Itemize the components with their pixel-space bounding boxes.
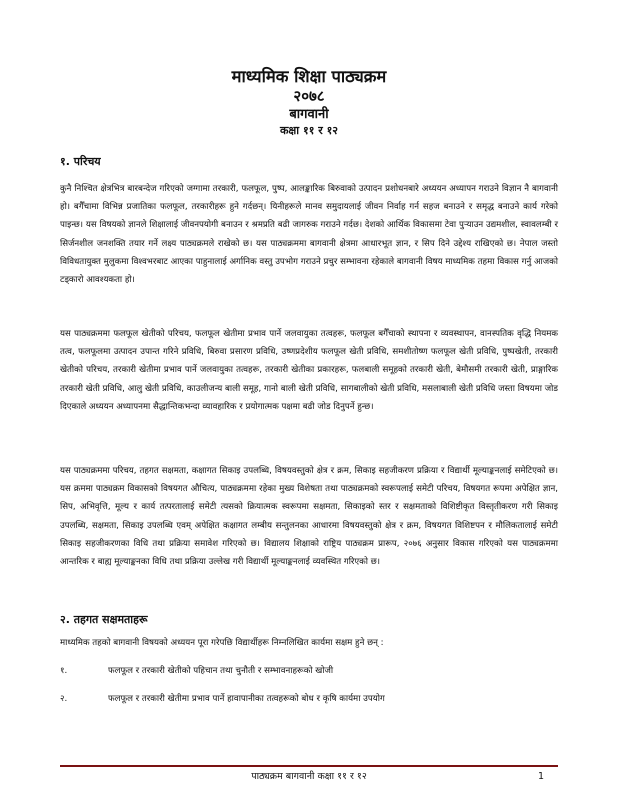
competency-number: १. (60, 666, 68, 676)
footer-title: पाठ्यक्रम बागवानी कक्षा ११ र १२ (251, 771, 367, 782)
page-number: 1 (538, 771, 545, 782)
section-heading-competencies: २. तहगत सक्षमताहरू (60, 613, 148, 626)
competency-text: फलफूल र तरकारी खेतीमा प्रभाव पार्ने हावापानीका तत्वहरूको बोध र कृषि कार्यमा उपयोग (108, 694, 385, 704)
document-title: माध्यमिक शिक्षा पाठ्यक्रम (231, 67, 387, 86)
footer-divider (60, 765, 558, 767)
competencies-intro-text: माध्यमिक तहको बागवानी विषयको अध्ययन पूरा गरेपछि विद्यार्थीहरू निम्नलिखित कार्यमा सक्षम हुने छन् : (60, 638, 384, 648)
document-grade: कक्षा ११ र १२ (279, 124, 339, 137)
intro-paragraph-3: यस पाठ्यक्रममा परिचय, तहगत सक्षमता, कक्षागत सिकाइ उपलब्धि, विषयवस्तुको क्षेत्र र क्रम, सिकाइ सहजीकरण प्रक्रिया र विद्यार्थी मूल्याङ्कनलाई समेटिएको छ। यस क्रममा पाठ्यक्रम विकासको विषयगत औचित्य, पाठ्यक्रममा रहेका मुख्य विशेषता तथा पाठ्यक्रमको स्वरूपलाई समेटी परिचय, विषयगत रूपमा अपेक्षित ज्ञान, सिप, अभिवृत्ति, मूल्य र कार्य तत्परतालाई समेटी त्यसको क्रियात्मक स्वरूपमा सक्षमता, सिकाइको स्तर र सक्षमताको विशिष्टीकृत विस्तृतीकरण गरी सिकाइ उपलब्धि, सक्षमता, सिकाइ उपलब्धि एवम् अपेक्षित कक्षागत लम्बीय सन्तुलनका आधारमा विषयवस्तुको क्षेत्र र क्रम, विषयगत विशिष्टपन र मौलिकतालाई समेटी सिकाइ सहजीकरणका विधि तथा प्रक्रिया समावेश गरिएको छ। विद्यालय शिक्षाको राष्ट्रिय पाठ्यक्रम प्रारूप, २०७६ अनुसार विकास गरिएको यस पाठ्यक्रममा आन्तरिक र बाह्य मूल्याङ्कनका विधि तथा प्रक्रिया उल्लेख गरी विद्यार्थी मूल्याङ्कनलाई व्यवस्थित गरिएको छ। (60, 466, 558, 568)
competency-text: फलफूल र तरकारी खेतीको पहिचान तथा चुनौती र सम्भावनाहरूको खोजी (108, 666, 334, 676)
intro-paragraph-2: यस पाठ्यक्रममा फलफूल खेतीको परिचय, फलफूल खेतीमा प्रभाव पार्ने जलवायुका तत्वहरू, फलफूल बगैँचाको स्थापना र व्यवस्थापन, वानस्पतिक वृद्धि नियमक तत्व, फलफूलमा उत्पादन उपान्त गरिने प्रविधि, बिरुवा प्रसारण प्रविधि, उष्णप्रदेशीय फलफूल खेती प्रविधि, समशीतोष्ण फलफूल खेती प्रविधि, पुष्पखेती, तरकारी खेतीको परिचय, तरकारी खेतीमा प्रभाव पार्ने जलवायुका तत्वहरू, तरकारी खेतीका प्रकारहरू, फलबाली समूहको तरकारी खेती, बेमौसमी तरकारी खेती, प्राङ्गारिक तरकारी खेती प्रविधि, आलु खेती प्रविधि, काउलीजन्य बाली समूह, गानो बाली खेती प्रविधि, सागबालीको खेती प्रविधि, मसलाबाली खेती प्रविधि जस्ता विषयमा जोड दिएकाले अध्ययन अध्यापनमा सैद्धान्तिकभन्दा व्यावहारिक र प्रयोगात्मक पक्षमा बढी जोड दिनुपर्ने हुन्छ। (60, 329, 558, 412)
section-heading-introduction: १. परिचय (60, 155, 101, 168)
document-subject: बागवानी (289, 107, 329, 122)
competencies-intro (60, 636, 558, 650)
document-year: २०७८ (293, 87, 325, 105)
competency-number: २. (60, 694, 68, 704)
intro-paragraph-1: कुनै निश्चित क्षेत्रभित्र बारबन्देज गरिएको जग्गामा तरकारी, फलफूल, पुष्प, आलङ्कारिक बिरुवाको उत्पादन प्रशोधनबारे अध्ययन अध्यापन गराउने विज्ञान नै बागवानी हो। बगैँचामा विभिन्न प्रजातिका फलफूल, तरकारीहरू हुने गर्दछन्। यिनीहरूले मानव समुदायलाई जीवन निर्वाह गर्न सहज बनाउने र समृद्ध बनाउने कार्य गरेको पाइन्छ। यस विषयको ज्ञानले शिक्षालाई जीवनपयोगी बनाउन र श्रमप्रति बढी जागरुक गराउने गर्दछ। देशको आर्थिक विकासमा टेवा पुऱ्याउन उद्यमशील, स्वावलम्बी र सिर्जनशील जनशक्ति तयार गर्ने लक्ष्य पाठ्यक्रमले राखेको छ। यस पाठ्यक्रममा बागवानी क्षेत्रमा आधारभूत ज्ञान, र सिप दिने उद्देश्य राखिएको छ। नेपाल जस्तो विविधतायुक्त मुलुकमा विश्वभरबाट आएका पाहुनालाई अर्गानिक वस्तु उपभोग गराउने प्रचुर सम्भावना रहेकाले बागवानी विषय माध्यमिक तहमा विकास गर्नु आजको टड्कारो आवश्यकता हो। (60, 184, 558, 286)
title-block (0, 66, 618, 138)
